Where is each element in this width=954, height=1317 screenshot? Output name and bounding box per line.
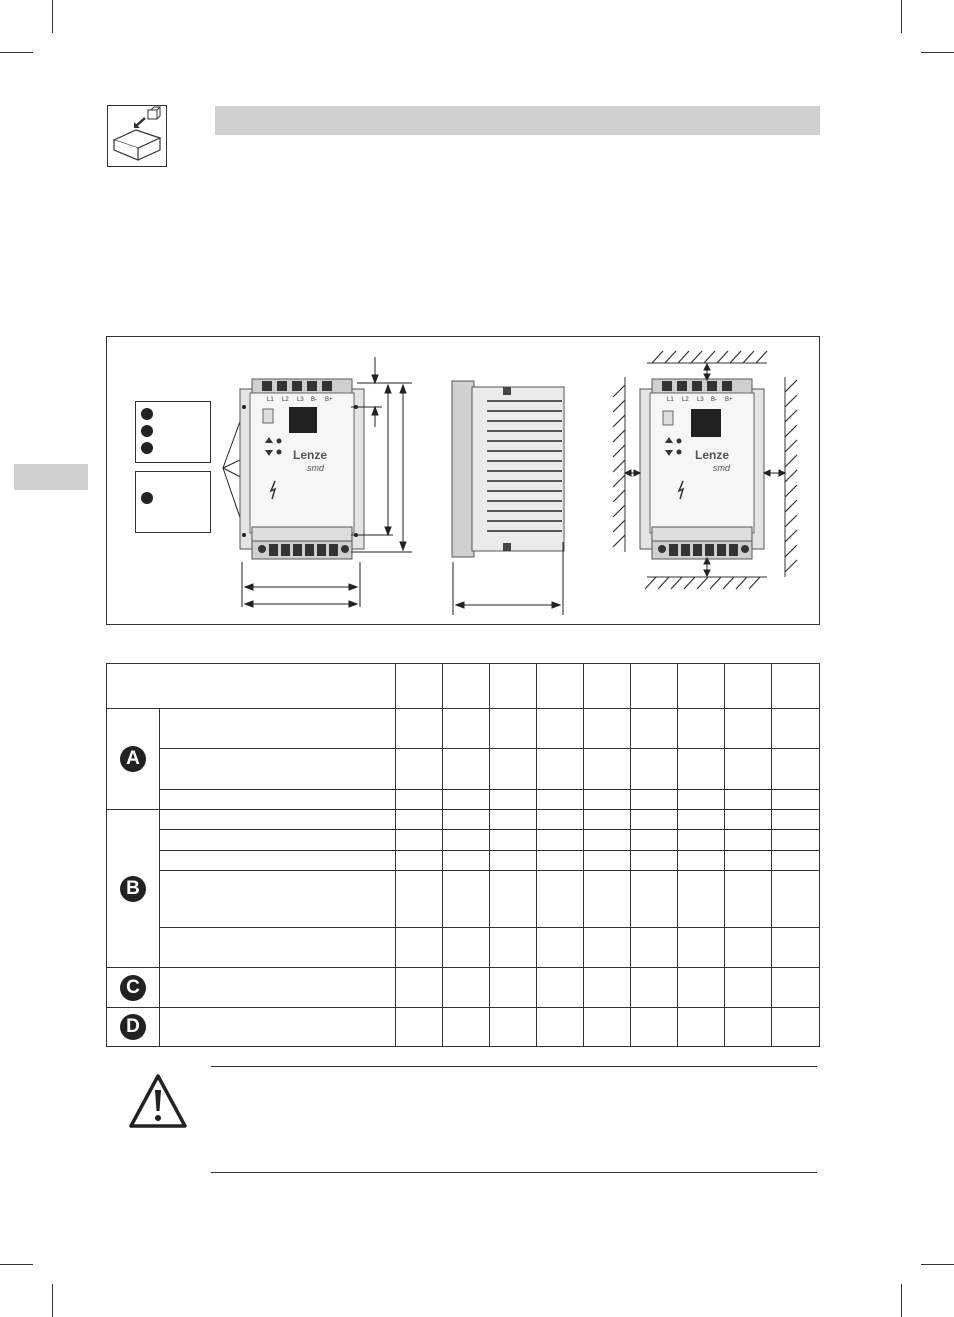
table-row — [107, 790, 820, 810]
section-header-bar — [215, 106, 820, 135]
table-row — [107, 928, 820, 968]
warning-bottom-rule — [211, 1172, 817, 1173]
svg-text:smd: smd — [713, 463, 731, 473]
svg-text:B+: B+ — [325, 397, 333, 403]
table-row — [107, 749, 820, 790]
group-a-badge: A — [120, 746, 146, 772]
device-mounting-icon — [107, 105, 167, 167]
table-row — [107, 709, 820, 749]
model-smd: smd — [307, 463, 325, 473]
crop-mark — [921, 52, 954, 53]
crop-mark — [0, 52, 33, 53]
svg-text:Lenze: Lenze — [695, 448, 730, 462]
table-header-row — [107, 664, 820, 709]
table-row — [107, 871, 820, 928]
lenze-smd-side-icon — [452, 381, 564, 557]
svg-text:B-: B- — [311, 397, 317, 403]
table-row — [107, 810, 820, 830]
crop-mark — [0, 1264, 33, 1265]
svg-text:L3: L3 — [697, 397, 704, 403]
lenze-smd-front-icon — [240, 379, 364, 559]
svg-text:L2: L2 — [282, 397, 289, 403]
table-row — [107, 1008, 820, 1047]
svg-text:L1: L1 — [267, 397, 274, 403]
group-b-badge: B — [120, 876, 146, 902]
lenze-smd-clearance-icon — [613, 351, 797, 589]
dimension-figure — [106, 336, 820, 625]
warning-top-rule — [211, 1066, 817, 1067]
group-c-cell — [107, 968, 160, 1008]
dimension-table — [106, 663, 820, 1047]
table-row — [107, 830, 820, 851]
group-d-badge: D — [120, 1014, 146, 1040]
group-b-cell — [107, 810, 160, 968]
group-c-badge: C — [120, 975, 146, 1001]
crop-mark — [52, 1284, 53, 1317]
svg-text:B-: B- — [711, 397, 717, 403]
svg-text:L3: L3 — [297, 397, 304, 403]
group-a-cell — [107, 709, 160, 810]
crop-mark — [901, 0, 902, 33]
group-d-cell — [107, 1008, 160, 1047]
crop-mark — [921, 1264, 954, 1265]
svg-text:L1: L1 — [667, 397, 674, 403]
table-row — [107, 968, 820, 1008]
svg-text:L2: L2 — [682, 397, 689, 403]
chapter-side-tab — [14, 464, 88, 490]
table-row — [107, 851, 820, 871]
svg-text:B+: B+ — [725, 397, 733, 403]
brand-lenze: Lenze — [293, 448, 328, 462]
table-header-label — [107, 664, 396, 709]
warning-triangle-icon — [128, 1073, 188, 1129]
crop-mark — [901, 1284, 902, 1317]
crop-mark — [52, 0, 53, 33]
